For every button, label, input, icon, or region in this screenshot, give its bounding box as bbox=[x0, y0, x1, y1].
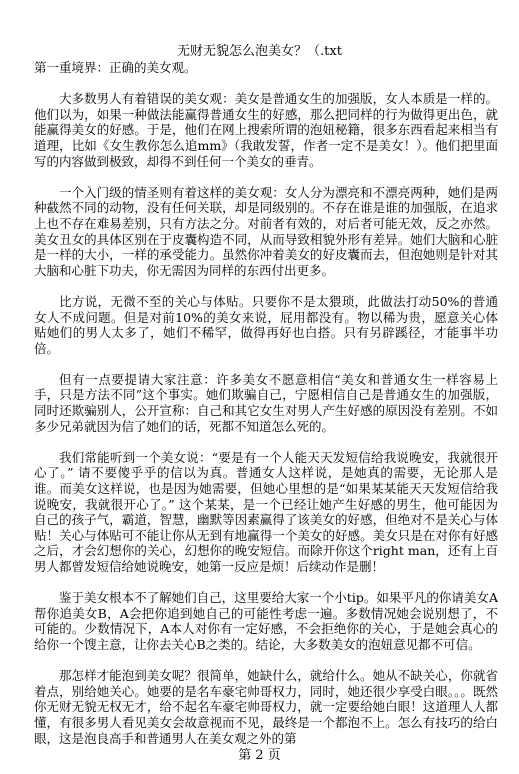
paragraph: 但有一点要提请大家注意：许多美女不愿意相信“美女和普通女生一样容易上手，只是方法不同”这个事实。她们欺骗自己，宁愿相信自己是普通女生的加强版，同时还欺骗别人，公开宣称：自己和其它女生对男人产生好感的原因没有差别。不如多少兄弟就因为信了她们的话，死都不知道怎么死的。 bbox=[34, 371, 498, 434]
document-body bbox=[34, 60, 498, 746]
paragraph: 一个入门级的情圣则有着这样的美女观：女人分为漂亮和不漂亮两种，她们是两种截然不同的动物，没有任何关联，却是同级别的。不存在谁是谁的加强版，在追求上也不存在难易差别，只有方法之分。对前者有效的，对后者可能无效，反之亦然。美女丑女的具体区别在于皮囊构造不同，从而导致相貌外形有差异。她们大脑和心脏是一样的大小，一样的承受能力。虽然你冲着美女的好皮囊而去，但泡她则是针对其大脑和心脏下功夫，你无需因为同样的东西付出更多。 bbox=[34, 184, 498, 278]
paragraph: 比方说，无微不至的关心与体贴。只要你不是太猥琐，此做法打动50%的普通女人不成问题。但是对前10%的美女来说，屁用都没有。物以稀为贵，愿意关心体贴她们的男人太多了，她们不稀罕，做得再好也白搭。只有另辟蹊径，才能事半功倍。 bbox=[34, 293, 498, 356]
document-title: 无财无貌怎么泡美女？（.txt bbox=[177, 44, 342, 59]
page-number: 第 2 页 bbox=[238, 748, 281, 763]
paragraph: 我们常能听到一个美女说：“要是有一个人能天天发短信给我说晚安，我就很开心了。” 请不要傻乎乎的信以为真。普通女人这样说，是她真的需要，无论那人是谁。而美女这样说，也是因为她需要，但她心里想的是“如果某某能天天发短信给我说晚安，我就很开心了。” 这个某某，是一个已经让她产生好感的男生，他可能因为自己的孩子气，霸道，智慧，幽默等因素赢得了该美女的好感，但绝对不是关心与体贴！关心与体贴可不能让你从无到有地赢得一个美女的好感。美女只是在对你有好感之后，才会幻想你的关心，幻想你的晚安短信。而除开你这个right man，还有上百男人都曾发短信给她说晚安，她第一反应是烦！后续动作是删！ bbox=[34, 449, 498, 574]
paragraph: 那怎样才能泡到美女呢？很简单，她缺什么，就给什么。她从不缺关心，你就省着点，别给她关心。她要的是名车豪宅帅哥权力，同时，她还很少享受白眼。。。既然你无财无貌无权无才，给不起名车豪宅帅哥权力，就一定要给她白眼！这道理人人都懂，有很多男人看见美女会故意视而不见，最终是一个都泡不上。怎么有技巧的给白眼，这是泡良高手和普通男人在美女观之外的第 bbox=[34, 668, 498, 746]
section-heading: 第一重境界：正确的美女观。 bbox=[34, 60, 197, 75]
paragraph: 鉴于美女根本不了解她们自己，这里要给大家一个小tip。如果平凡的你请美女A帮你追美女B，A会把你追到她自己的可能性考虑一遍。多数情况她会说别想了，不可能的。少数情况下，A本人对你有一定好感，不会拒绝你的关心，于是她会真心的给你一个馊主意，让你去关心B之类的。结论，大多数美女的泡妞意见都不可信。 bbox=[34, 590, 498, 652]
paragraph: 大多数男人有着错误的美女观：美女是普通女生的加强版，女人本质是一样的。他们以为，如果一种做法能赢得普通女生的好感，那么把同样的行为做得更出色，就能赢得美女的好感。于是，他们在网上搜索所谓的泡妞秘籍，很多东西看起来相当有道理，比如《女生教你怎么追mm》（我敢发誓，作者一定不是美女！）。他们把里面写的内容做到极致，却得不到任何一个美女的垂青。 bbox=[34, 91, 498, 169]
